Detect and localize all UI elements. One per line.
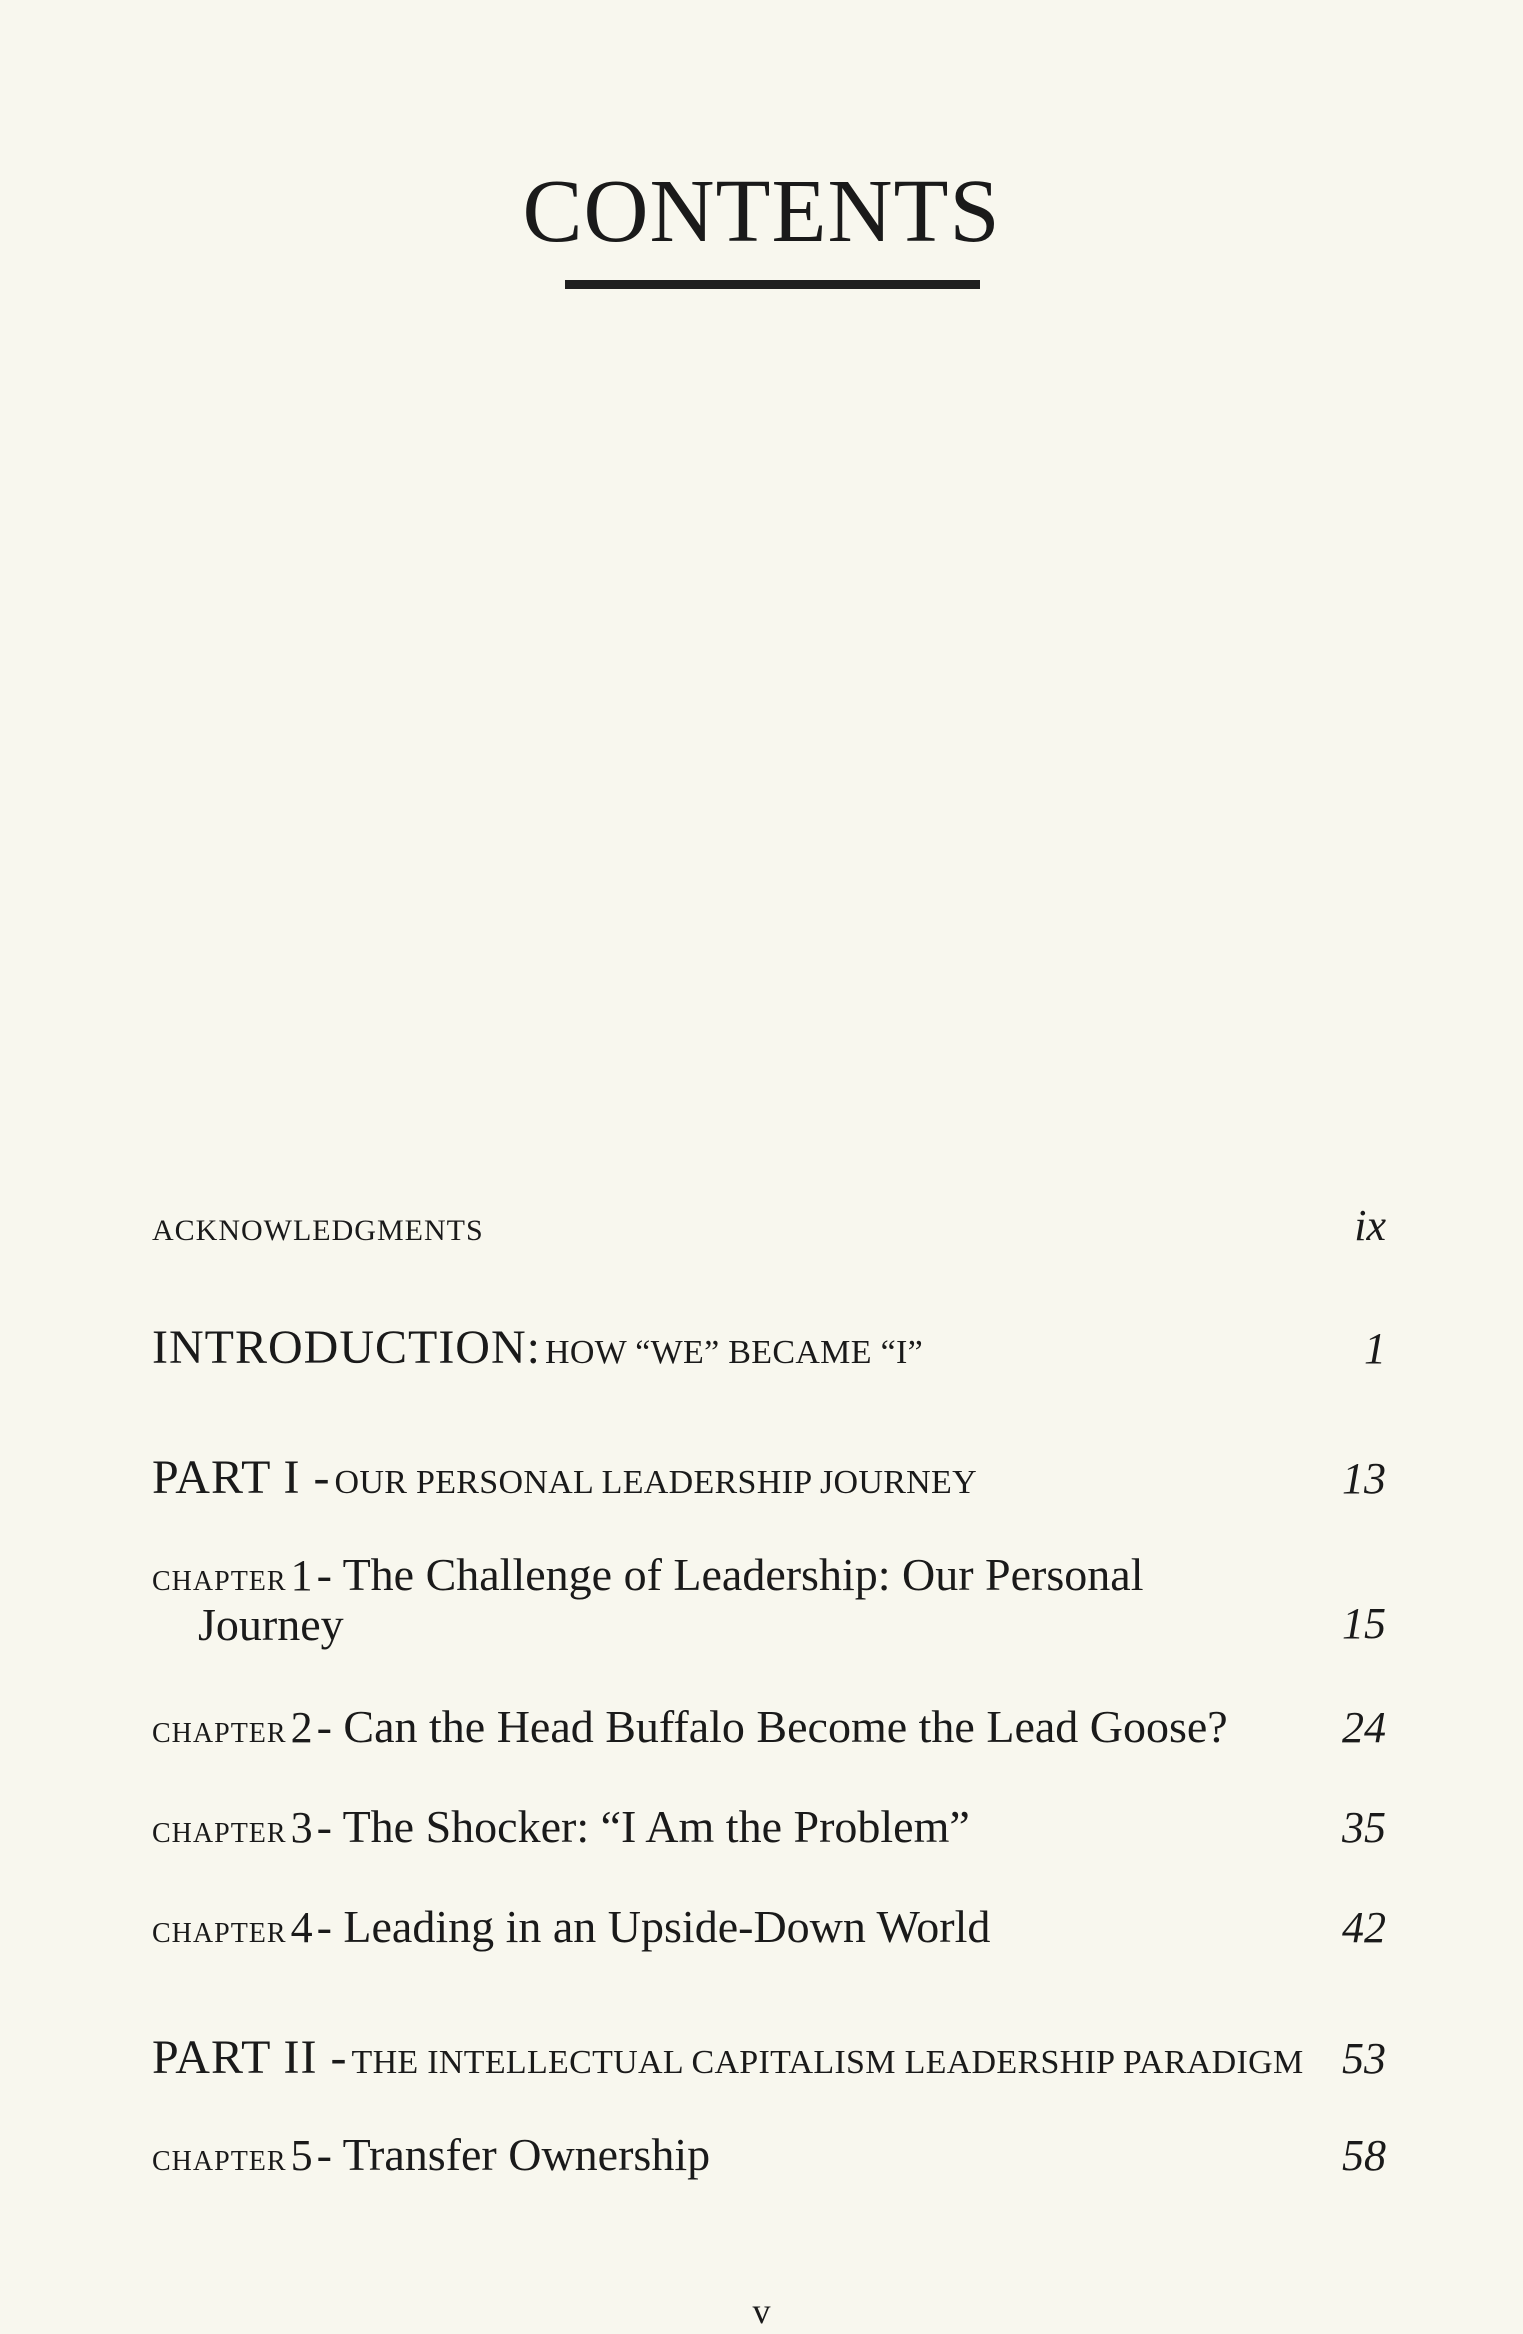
chapter-label: chapter xyxy=(152,1806,287,1851)
chapter-number: 5 xyxy=(290,2131,313,2180)
toc-page-number: 15 xyxy=(1342,1599,1386,1648)
chapter-title: - The Challenge of Leadership: Our Personal xyxy=(316,1549,1144,1600)
chapter-title: - Leading in an Upside-Down World xyxy=(316,1901,991,1952)
chapter-number: 1 xyxy=(290,1551,313,1600)
chapter-number: 3 xyxy=(290,1803,313,1852)
chapter-label: chapter xyxy=(152,1906,287,1951)
toc-entry-label: PART II - xyxy=(152,2031,348,2084)
chapter-title: - Can the Head Buffalo Become the Lead Goose? xyxy=(316,1701,1228,1752)
toc-entry-introduction[interactable] xyxy=(152,1320,1386,1375)
toc-entry-label: ACKNOWLEDGMENTS xyxy=(152,1214,484,1247)
chapter-number: 2 xyxy=(290,1703,313,1752)
toc-page-number: ix xyxy=(1354,1201,1386,1250)
chapter-label: chapter xyxy=(152,1554,287,1599)
toc-entry-acknowledgments[interactable] xyxy=(152,1200,1386,1251)
toc-entry-label: INTRODUCTION: xyxy=(152,1321,541,1374)
title-underline xyxy=(565,280,980,289)
chapter-title-continued: Journey xyxy=(198,1599,344,1650)
chapter-title: - Transfer Ownership xyxy=(316,2129,711,2180)
page-number-footer: v xyxy=(752,2291,771,2331)
toc-entry-subtitle: OUR PERSONAL LEADERSHIP JOURNEY xyxy=(334,1464,977,1501)
toc-page-number: 24 xyxy=(1342,1703,1386,1752)
toc-page-number: 53 xyxy=(1342,2034,1386,2083)
page-title: CONTENTS xyxy=(522,162,1001,261)
toc-page-number: 35 xyxy=(1342,1803,1386,1852)
chapter-label: chapter xyxy=(152,1706,287,1751)
toc-entry-part-1[interactable] xyxy=(152,1450,1386,1505)
toc-entry-chapter-5[interactable] xyxy=(152,2128,1386,2181)
toc-entry-subtitle: HOW “WE” BECAME “I” xyxy=(544,1334,923,1371)
toc-page-number: 58 xyxy=(1342,2131,1386,2180)
toc-entry-chapter-4[interactable] xyxy=(152,1900,1386,1953)
toc-page-number: 13 xyxy=(1342,1454,1386,1503)
toc-entry-part-2[interactable] xyxy=(152,2030,1386,2085)
toc-entry-chapter-2[interactable] xyxy=(152,1700,1386,1753)
toc-entry-chapter-3[interactable] xyxy=(152,1800,1386,1853)
chapter-title: - The Shocker: “I Am the Problem” xyxy=(316,1801,970,1852)
chapter-number: 4 xyxy=(290,1903,313,1952)
toc-entry-label: PART I - xyxy=(152,1451,331,1504)
toc-page-number: 1 xyxy=(1364,1324,1386,1373)
chapter-label: chapter xyxy=(152,2134,287,2179)
toc-entry-chapter-1-page-row xyxy=(152,1598,1386,1649)
toc-entry-subtitle: THE INTELLECTUAL CAPITALISM LEADERSHIP PARADIGM xyxy=(351,2044,1304,2081)
toc-entry-chapter-1[interactable] xyxy=(152,1548,1386,1601)
toc-page-number: 42 xyxy=(1342,1903,1386,1952)
